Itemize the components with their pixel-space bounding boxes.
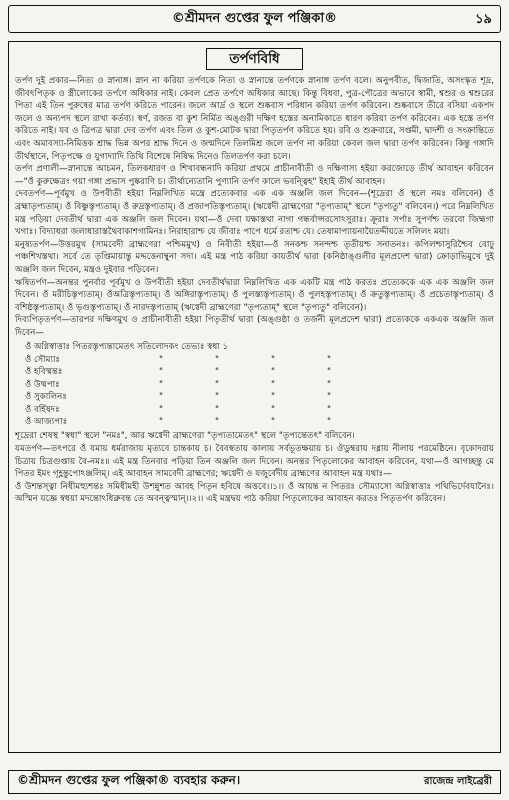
footer-advert: ©শ্রীমদন গুপ্তের ফুল পঞ্জিকা® ব্যবহার করুন। [17, 773, 241, 787]
table-cell: ওঁ সুকালিনঃ [25, 392, 67, 403]
paragraph-yama-tarpan: যমতর্পণ—তৎপরে ওঁ যমায় ধর্মরাজায় মৃত্যবে চান্তকায় চ। বৈবস্বতায় কালায় সর্বভূতক্ষয়ায় চ। ঔডুম্বরায় দধ্নায় নীলায় পরমেষ্ঠিনে। বৃকোদরায় চিত্রায় চিত্রগুপ্তায় বৈ-নমঃ॥ এই মন্ত্র তিনবার পড়িয়া তিন অঞ্জলি জল দিবেন। অনন্তর পিতৃলোকের আবাহন করিবেন, যথা—ওঁ আগচ্ছন্তু মে পিতর ইমং গৃহ্ণন্তুপোঽঞ্জলিম্। এই আবাহন সামবেদী ব্রাহ্মণের; ঋগ্বেদী ও যজুর্বেদীয় ব্রাহ্মণের আবাহন মন্ত্র যথাঃ— [15, 443, 494, 480]
footer-publisher: রাজেন্দ্র লাইব্রেরী [424, 775, 492, 787]
table-cell: ওঁ উষ্মপাঃ [25, 379, 60, 390]
paragraph-tarpan-types: তর্পণ দুই প্রকার—নিত্য ও স্নানাঙ্গ। স্নান না করিয়া তর্পণকে নিত্য ও স্নানান্তে তর্পণকে স্নানাঙ্গ তর্পণ বলে। অনুপবীত, দ্বিজাতি, অসংস্কৃত শূদ্র, জীবৎপিতৃক ও স্ত্রীলোকের তর্পণে অধিকার নাই। কেবল প্রেত তর্পণে অধিকার আছে। কিন্তু বিধবা, পুত্র-পৌত্রের অভাবে স্বামী, শ্বশুর ও শ্বশুরের পিতা এই তিন পুরুষের মাত্র তর্পণ করিতে পারেন। জলে আর্দ্র ও স্থলে শুষ্কবাস পরিধান করিয়া তর্পণ করিবেন। শুষ্কবাসে তীরে বসিয়া একপদ জলে ও অন্যপদ স্থলে রাখা কর্তব্য। স্বর্ণ, রজত বা কুশ নির্মিত অঙ্গুরী দক্ষিণ হস্তের অনামিকাতে ধারণ করিয়া তর্পণ করিবেন। এক হস্তে তর্পণ করিতে নাই। যব ও ত্রিপত্র দ্বারা দেব তর্পণ এবং তিল ও কুশ-মোটক দ্বারা পিতৃতর্পণ করিতে হয়। রবি ও শুক্রবারে, সপ্তমী, দ্বাদশী ও সংক্রান্তিতে এবং অমাবস্যা-নিমিত্তক শ্রাদ্ধ ভিন্ন অপর শ্রাদ্ধ দিনে ও জন্মদিনে তিলমিশ্র জলে তর্পণ না করিয়া কেবল জল দ্বারা তর্পণ করিবেন। কিন্তু গঙ্গাদি তীর্থস্থানে, পিতৃপক্ষে ও যুগাদ্যাদি তিথি বিশেষে নিষিদ্ধ দিনেও তিলতর্পণ করা চলে। [15, 76, 494, 162]
paragraph-divya-pitri-tarpan: দিব্যপিতৃতর্পণ—তারপর দক্ষিণমুখ ও প্রাচীনাবীতী হইয়া পিতৃতীর্থ দ্বারা (অঙ্গুষ্ঠা ও তর্জনী মূলপ্রদেশ দ্বারা) প্রত্যেককে একএক অঞ্জলি জল দিবেন— [15, 315, 494, 338]
section-title-box [15, 48, 494, 70]
table-cell: " [215, 379, 219, 390]
table-cell: " [271, 379, 275, 390]
section-title: তর্পণবিধি [206, 48, 302, 70]
table-cell: " [159, 354, 163, 365]
table-cell: " [159, 392, 163, 403]
header-title: ©শ্রীমদন গুপ্তের ফুল পঞ্জিকা® [171, 10, 338, 26]
table-cell: " [159, 367, 163, 378]
table-cell: " [159, 379, 163, 390]
page-header [8, 5, 501, 33]
table-cell: " [327, 354, 331, 365]
table-cell: ওঁ আজ্যপাঃ [25, 416, 68, 427]
page-number: ১৯ [475, 12, 492, 27]
paragraph-manushya-tarpan: মনুষ্যতর্পণ—উত্তরমুখ (সামবেদী ব্রাহ্মণেরা পশ্চিমমুখ) ও নিবীতী হইয়া—ওঁ সনকশ্চ সনন্দশ্চ তৃতীয়শ্চ সনাতনঃ। কপিলশ্চাসুরিশ্চৈব বোঢ়ু পঞ্চশিখস্তথা। সর্বে তে তৃপ্তিমায়ান্তু মদ্দত্তেনাম্বুনা সদা। এই মন্ত্র পাঠ করিয়া কায়তীর্থ দ্বারা (কনিষ্ঠাঙ্গুলীর মূলপ্রদেশ দ্বারা) ক্রোড়াভিমুখে দুই অঞ্জলি জল দিবেন, মন্ত্রও দুইবার পড়িবেন। [15, 239, 494, 275]
table-cell: " [271, 367, 275, 378]
table-cell: " [271, 392, 275, 403]
pitri-tarpan-table [25, 341, 383, 428]
table-cell: ওঁ হবিষ্মন্তঃ [25, 367, 63, 378]
table-cell: " [327, 404, 331, 415]
table-cell: " [215, 416, 219, 427]
table-cell: " [271, 404, 275, 415]
table-cell: " [215, 354, 219, 365]
table-cell: " [215, 392, 219, 403]
table-cell: " [327, 416, 331, 427]
table-row [25, 366, 383, 378]
table-cell: ওঁ বর্হিষদঃ [25, 404, 60, 415]
table-cell: ওঁ অগ্নিস্বাত্তাঃ পিতরস্তৃপ্যন্তামেতৎ সতিলোদকং তেভ্যঃ স্বধা ১ [25, 342, 229, 353]
table-cell: " [271, 416, 275, 427]
paragraph-rishi-tarpan: ঋষিতর্পণ—অনন্তর পুনর্বার পূর্বমুখ ও উপবীতী হইয়া দেবতীর্থদ্বারা নিম্নলিখিত এক একটি মন্ত্র পাঠ করতঃ প্রত্যেককে এক এক অঞ্জলি জল দিবেন। ওঁ মরীচিস্তৃপ্যতাম্। ওঁঅত্রিস্তৃপ্যতাম্। ওঁ অঙ্গিরাস্তৃপ্যতাম্। ওঁ পুলস্ত্যস্তৃপ্যতাম্। ওঁ পুলহস্তৃপ্যতাম্। ওঁ ক্রতুস্তৃপ্যতাম্। ওঁ প্রচেতাস্তৃপ্যতাম্। ওঁ বশিষ্ঠস্তৃপ্যতাম্। ওঁ ভৃগুস্তৃপ্যতাম্। ওঁ নারদস্তৃপ্যতাম্ (ঋগ্বেদী ব্রাহ্মণেরা "তৃপ্যতাম্" স্থলে "তৃপ্যতু" বলিবেন)। [15, 277, 494, 313]
paragraph-shudra-note: শূদ্রেরা শেষস্থ "স্বধা" স্থলে "নমঃ", আর ঋগ্বেদী ব্রাহ্মণেরা "তৃপ্যতামেতৎ" স্থলে "তৃপ্যন্তেতৎ" বলিবেন। [15, 431, 355, 442]
table-cell: " [159, 404, 163, 415]
page-footer [8, 770, 501, 794]
table-row [25, 354, 383, 366]
page-content [8, 41, 501, 753]
paragraph-pitri-avahan: ওঁ উশন্তস্ত্বা নিধীমহ্যুশন্তঃ সমিধীমহী উশন্নুশত আবহ পিতৃন হবিষে অত্তবে।।১।। ওঁ আয়ন্ত ন পিতরঃ সৌম্যাসো অগ্নিস্বাত্তাঃ পথিভির্দেবযানৈঃ। অস্মিন যজ্ঞে স্বধয়া মদন্তোঽধিব্রুবন্ত তে অবন্ত্বস্মান্।।২।। এই মন্ত্রদ্বয় পাঠ করিয়া পিতৃলোকের আবাহন করতঃ পিতৃতর্পণ করিবেন। [15, 481, 494, 505]
table-cell: " [327, 392, 331, 403]
table-row [25, 341, 383, 353]
table-cell: " [215, 404, 219, 415]
table-cell: " [327, 367, 331, 378]
table-row [25, 416, 383, 428]
table-cell: " [271, 354, 275, 365]
table-row [25, 379, 383, 391]
paragraph-deva-tarpan: দেবতর্পণ—পূর্বমুখ ও উপবীতী হইয়া নিম্নলিখিত মন্ত্রে প্রত্যেকবার এক এক অঞ্জলি জল দিবেন—(শূদ্রেরা ওঁ স্থলে নমঃ বলিবেন) ওঁ ব্রহ্মাতৃপ্যতাম্। ওঁ বিষ্ণুস্তৃপ্যতাম্। ওঁ রুদ্রস্তৃপ্যতাম্। ওঁ প্রজাপতিস্তৃপ্যতাম্। (ঋগ্বেদী ব্রাহ্মণেরা "তৃপ্যতাম্" স্থলে "তৃপ্যতু" বলিবেন।) পরে নিম্নলিখিত মন্ত্র পড়িয়া দেবতীর্থ দ্বারা এক অঞ্জলি জল দিবেন। যথা—ওঁ দেবা যক্ষাস্তথা নাগা গন্ধর্বাপ্সরসোঽসুরাঃ। ক্রূরাঃ সর্পাঃ সুপর্ণশ্চ তরবো জিহ্মগা খগাঃ। বিদ্যাধরা জলাধারাস্তথৈবাকাশগামিনঃ। নিরাহারাশ্চ যে জীবাঃ পাপে ধর্মে রতাশ্চ যে। তেষামাপ্যায়নায়ৈতদ্দীয়তে সলিলং ময়া। [15, 189, 494, 238]
table-cell: " [327, 379, 331, 390]
table-row [25, 391, 383, 403]
table-row [25, 404, 383, 416]
table-cell: " [159, 416, 163, 427]
paragraph-tarpan-method: তর্পণ প্রণালী—স্নানান্তে আচমন, তিলকধারণ ও শিখাবন্ধনাদি করিয়া প্রথমে প্রাচীনাবীতী ও দক্ষিণাস্য হইয়া করজোড়ে তীর্থ আবাহন করিবেন—"ওঁ কুরুক্ষেত্রং গয়া গঙ্গা প্রভাস পুষ্করাণি চ। তীর্থান্যেতানি পুণ্যানি তর্পণ কালে ভবন্ত্বিহ" ইহাই তীর্থ আবাহন। [15, 164, 494, 187]
table-cell: ওঁ সৌম্যাঃ [25, 354, 61, 365]
table-cell: " [215, 367, 219, 378]
